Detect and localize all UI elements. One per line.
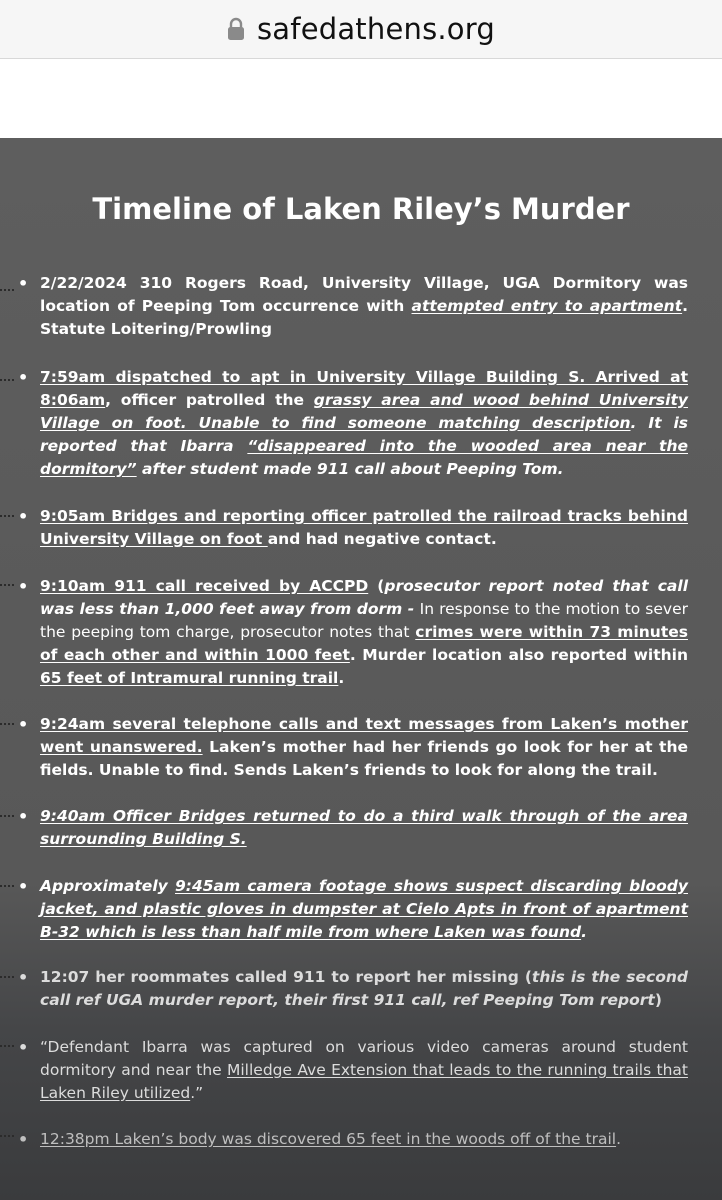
timeline-tick (0, 815, 14, 819)
timeline-item (18, 1128, 688, 1151)
item-quote[interactable]: “disappeared into the wooded area near the dormitory” (40, 437, 688, 478)
item-text: , officer patrolled the (105, 391, 314, 409)
item-text: . Murder location also reported within (349, 646, 689, 664)
timeline-item (18, 575, 689, 690)
timeline-item (18, 1036, 688, 1105)
bullet-icon: • (18, 877, 29, 896)
timeline-item (18, 272, 688, 341)
item-text: prosecutor report noted that call was less than 1,000 feet away from dorm - (40, 577, 689, 618)
item-link[interactable]: 7:59am dispatched to apt in University Village Building S. Arrived at 8:06am (40, 368, 688, 409)
timeline-tick (0, 379, 14, 383)
item-text: after student made 911 call about Peeping Tom. (136, 460, 564, 478)
item-text: and had negative contact. (267, 530, 497, 548)
item-link[interactable]: Milledge Ave Extension that leads to the running trails that Laken Riley utilized (40, 1061, 688, 1102)
item-text: . (581, 923, 587, 941)
bullet-icon: • (18, 274, 29, 293)
item-link[interactable]: 9:05am Bridges and reporting officer patrolled the railroad tracks behind University Village on foot (40, 507, 688, 548)
item-link[interactable]: 9:45am camera footage shows suspect discarding bloody jacket, and plastic gloves in dumpster at Cielo Apts in front of apartment B-32 which is less than half mile from where Laken was found (40, 877, 688, 941)
item-text: . (338, 669, 345, 687)
address-bar-content (227, 12, 495, 46)
timeline-item (18, 966, 688, 1012)
item-text: Approximately (40, 877, 175, 895)
item-text: .” (190, 1084, 204, 1102)
item-text: 2/22/2024 310 Rogers Road, University Village, UGA Dormitory was location of Peeping Tom occurrence with (40, 274, 688, 315)
bullet-icon: • (18, 1038, 29, 1057)
item-text: this is the second call ref UGA murder report, their first 911 call, ref Peeping Tom report (40, 968, 688, 1009)
item-text: . (616, 1130, 621, 1148)
item-text: In response to the motion to sever the peeping tom charge, prosecutor notes that (40, 600, 688, 641)
timeline-tick (0, 723, 14, 727)
timeline-item (18, 366, 688, 481)
timeline-item (18, 505, 688, 551)
item-link[interactable]: crimes were within 73 minutes of each other and within 1000 feet (40, 623, 688, 664)
bullet-icon: • (18, 968, 29, 987)
item-link[interactable]: 9:40am Officer Bridges returned to do a third walk through of the area surrounding Building S. (40, 807, 688, 848)
address-bar[interactable] (0, 0, 722, 59)
timeline-tick (0, 289, 14, 293)
item-text: ( (518, 968, 532, 986)
timeline-item (18, 805, 688, 851)
timeline-tick (0, 584, 14, 588)
timeline-tick (0, 1135, 14, 1139)
item-text: . Statute Loitering/Prowling (40, 297, 688, 338)
timeline-tick (0, 976, 14, 980)
timeline-item (18, 713, 688, 782)
timeline-tick (0, 515, 14, 519)
timeline-tick (0, 1045, 14, 1049)
item-text: . It is reported that Ibarra (40, 414, 688, 455)
item-text: ( (368, 577, 385, 595)
page-title: Timeline of Laken Riley’s Murder (92, 192, 630, 226)
item-link[interactable]: 9:24am several telephone calls and text messages from Laken’s mother went unanswered. (40, 715, 688, 756)
item-text: Laken’s mother had her friends go look for her at the fields. Unable to find. Sends Laken’s friends to look for along the trail. (40, 738, 688, 779)
item-text: 12:07 her roommates called 911 to report her missing (40, 968, 519, 986)
bullet-icon: • (18, 807, 29, 826)
bullet-icon: • (18, 715, 29, 734)
item-text: “Defendant Ibarra was captured on various video cameras around student dormitory and near the (40, 1038, 688, 1079)
item-link[interactable]: 12:38pm Laken’s body was discovered 65 feet in the woods off of the trail (40, 1130, 617, 1148)
bullet-icon: • (18, 368, 29, 387)
item-link[interactable]: attempted entry to apartment (411, 297, 683, 315)
item-link[interactable]: 9:10am 911 call received by ACCPD (40, 577, 369, 595)
lock-icon (227, 17, 245, 41)
timeline-item (18, 875, 688, 944)
bullet-icon: • (18, 507, 29, 526)
timeline-content (0, 138, 722, 1200)
url-text: safedathens.org (257, 12, 495, 46)
item-link[interactable]: 65 feet of Intramural running trail (40, 669, 339, 687)
item-link[interactable]: grassy area and wood behind University Village on foot. Unable to find someone matching description (40, 391, 688, 432)
item-text: ) (654, 991, 662, 1009)
timeline-tick (0, 885, 14, 889)
bullet-icon: • (18, 1130, 29, 1149)
bullet-icon: • (18, 577, 29, 596)
page-header-space (0, 59, 722, 138)
